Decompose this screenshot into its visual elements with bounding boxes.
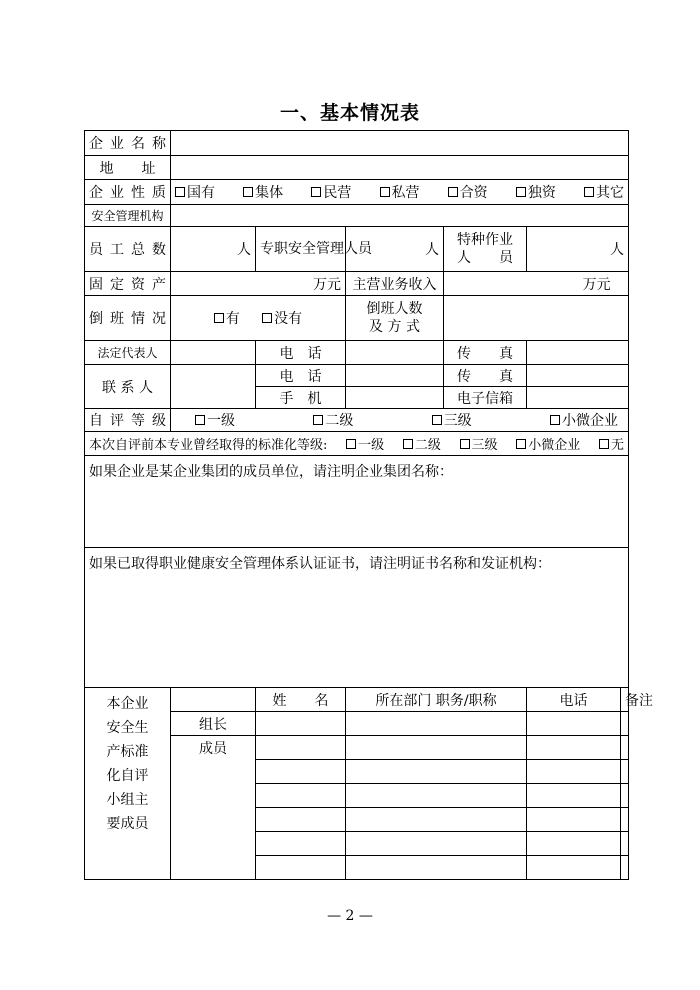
special-ops-label: 特种作业 人 员 [444, 227, 527, 272]
team-dept-header: 所在部门 职务/职称 [346, 688, 527, 712]
checkbox-icon [448, 187, 458, 197]
checkbox-icon [243, 187, 253, 197]
prev-grade-option[interactable]: 小微企业 [516, 434, 580, 453]
nature-option[interactable]: 其它 [584, 182, 624, 202]
legal-rep-label: 法定代表人 [85, 341, 171, 365]
checkbox-icon [195, 415, 205, 425]
table-cell[interactable] [527, 856, 621, 880]
checkbox-icon [550, 415, 560, 425]
team-name-header: 姓 名 [256, 688, 346, 712]
main-revenue-label: 主营业务收入 [346, 272, 444, 296]
main-revenue-field[interactable]: 万元 [444, 272, 629, 296]
email-label: 电子信箱 [444, 387, 527, 409]
table-cell[interactable] [346, 760, 527, 784]
prev-grade-row [89, 434, 624, 453]
safety-staff-label: 专职安全管理人员 [256, 227, 346, 272]
table-cell[interactable] [621, 856, 629, 880]
ohs-note-label: 如果已取得职业健康安全管理体系认证证书，请注明证书名称和发证机构： [89, 556, 551, 572]
team-phone-header: 电话 [527, 688, 621, 712]
table-cell[interactable] [621, 784, 629, 808]
checkbox-icon [403, 439, 413, 449]
table-cell[interactable] [621, 832, 629, 856]
contact-phone-label: 电 话 [256, 365, 346, 387]
grade-option[interactable]: 三级 [432, 410, 472, 430]
special-ops-field[interactable]: 人 [527, 227, 629, 272]
total-staff-label: 员工总数 [85, 227, 171, 272]
shift-label: 倒班情况 [85, 296, 171, 341]
table-cell[interactable] [621, 760, 629, 784]
prev-grade-option[interactable]: 二级 [403, 434, 441, 453]
member-label: 成员 [171, 736, 256, 880]
safety-org-field[interactable] [171, 205, 629, 227]
contact-field[interactable] [171, 365, 256, 409]
table-cell[interactable] [621, 712, 629, 736]
legal-rep-fax-field[interactable] [527, 341, 629, 365]
prev-grade-option[interactable]: 一级 [346, 434, 384, 453]
safety-org-label: 安全管理机构 [85, 205, 171, 227]
team-section-label: 本企业安全生产标准化自评小组主要成员 [85, 688, 171, 880]
prev-grade-option[interactable]: 三级 [460, 434, 498, 453]
page-title: 一、基本情况表 [279, 102, 420, 124]
safety-staff-field[interactable]: 人 [346, 227, 444, 272]
table-cell[interactable] [346, 712, 527, 736]
fixed-assets-field[interactable]: 万元 [171, 272, 346, 296]
legal-rep-fax-label: 传 真 [444, 341, 527, 365]
legal-rep-phone-label: 电 话 [256, 341, 346, 365]
checkbox-icon [516, 439, 526, 449]
nature-option[interactable]: 私营 [380, 182, 420, 202]
company-name-label: 企业名称 [85, 131, 171, 156]
contact-fax-label: 传 真 [444, 365, 527, 387]
nature-option[interactable]: 国有 [175, 182, 215, 202]
company-name-field[interactable] [171, 131, 629, 156]
table-cell[interactable] [256, 784, 346, 808]
table-cell[interactable] [527, 712, 621, 736]
table-cell[interactable] [256, 832, 346, 856]
table-cell[interactable] [346, 736, 527, 760]
basic-info-table [84, 130, 653, 880]
table-cell[interactable] [527, 736, 621, 760]
table-cell[interactable] [256, 808, 346, 832]
table-cell[interactable] [346, 808, 527, 832]
fixed-assets-label: 固定资产 [85, 272, 171, 296]
table-cell[interactable] [527, 760, 621, 784]
nature-options [175, 182, 624, 202]
table-cell[interactable] [621, 808, 629, 832]
leader-label: 组长 [171, 712, 256, 736]
checkbox-icon [460, 439, 470, 449]
contact-phone-field[interactable] [346, 365, 444, 387]
legal-rep-phone-field[interactable] [346, 341, 444, 365]
total-staff-field[interactable]: 人 [171, 227, 256, 272]
grade-options [175, 410, 624, 430]
prev-grade-label: 本次自评前本专业曾经取得的标准化等级: [89, 438, 328, 453]
table-cell[interactable] [256, 736, 346, 760]
table-cell[interactable] [256, 712, 346, 736]
nature-label: 企业性质 [85, 180, 171, 205]
legal-rep-field[interactable] [171, 341, 256, 365]
group-note-label: 如果企业是某企业集团的成员单位，请注明企业集团名称： [89, 464, 453, 480]
checkbox-icon [516, 187, 526, 197]
contact-label: 联 系 人 [85, 365, 171, 409]
page-number: — 2 — [327, 908, 373, 924]
checkbox-icon [262, 313, 272, 323]
table-cell[interactable] [346, 784, 527, 808]
nature-option[interactable]: 合资 [448, 182, 488, 202]
shift-count-label: 倒班人数 及 方 式 [346, 296, 444, 341]
shift-option[interactable]: 没有 [262, 308, 302, 328]
email-field[interactable] [527, 387, 629, 409]
nature-option[interactable]: 集体 [243, 182, 283, 202]
group-note-field[interactable] [85, 456, 629, 548]
mobile-label: 手 机 [256, 387, 346, 409]
table-cell[interactable] [346, 832, 527, 856]
checkbox-icon [313, 415, 323, 425]
table-cell[interactable] [621, 736, 629, 760]
checkbox-icon [214, 313, 224, 323]
checkbox-icon [175, 187, 185, 197]
prev-grade-option[interactable]: 无 [599, 434, 624, 453]
team-role-header [171, 688, 256, 712]
checkbox-icon [599, 439, 609, 449]
checkbox-icon [346, 439, 356, 449]
grade-option[interactable]: 小微企业 [550, 410, 618, 430]
table-cell[interactable] [527, 784, 621, 808]
self-grade-label: 自评等级 [85, 409, 171, 432]
grade-option[interactable]: 一级 [195, 410, 235, 430]
team-remark-header: 备注 [621, 688, 629, 712]
table-cell[interactable] [527, 832, 621, 856]
checkbox-icon [432, 415, 442, 425]
nature-option[interactable]: 独资 [516, 182, 556, 202]
table-cell[interactable] [346, 856, 527, 880]
ohs-note-field[interactable] [85, 548, 629, 688]
table-cell[interactable] [256, 760, 346, 784]
checkbox-icon [311, 187, 321, 197]
grade-option[interactable]: 二级 [313, 410, 353, 430]
checkbox-icon [380, 187, 390, 197]
contact-fax-field[interactable] [527, 365, 629, 387]
table-cell[interactable] [527, 808, 621, 832]
address-field[interactable] [171, 156, 629, 180]
address-label: 地 址 [85, 156, 171, 180]
checkbox-icon [584, 187, 594, 197]
shift-option[interactable]: 有 [214, 308, 240, 328]
nature-option[interactable]: 民营 [311, 182, 351, 202]
mobile-field[interactable] [346, 387, 444, 409]
shift-count-field[interactable] [444, 296, 629, 341]
table-cell[interactable] [256, 856, 346, 880]
